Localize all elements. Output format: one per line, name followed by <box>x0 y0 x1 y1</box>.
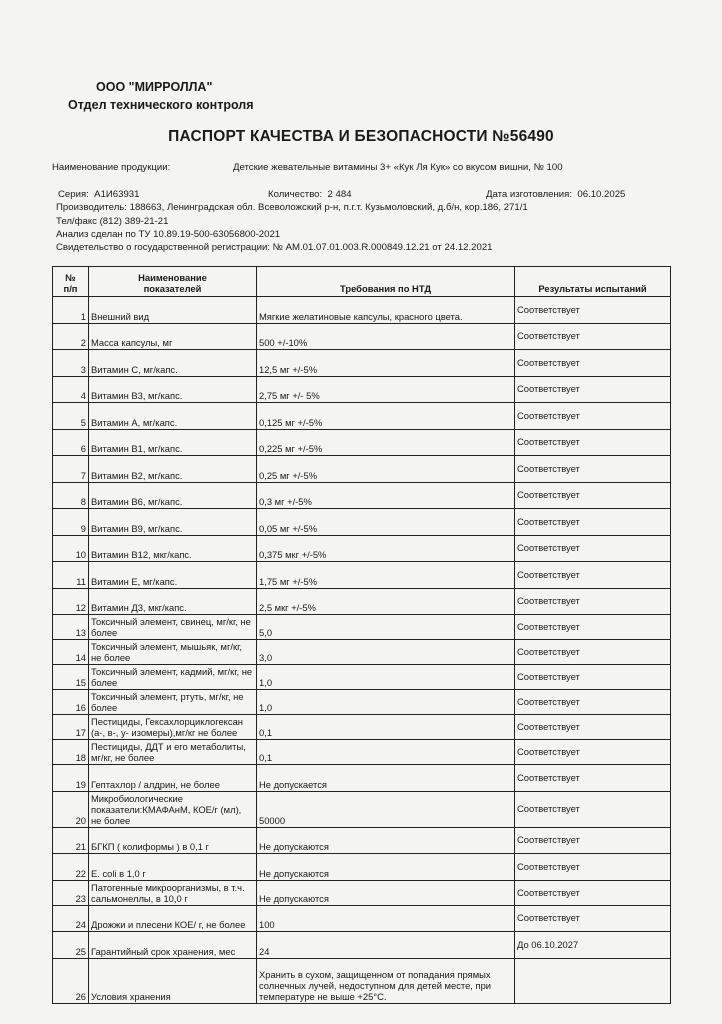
test-result: Соответствует <box>515 350 671 377</box>
indicator-name: Патогенные микроорганизмы, в т.ч. сальмонеллы, в 10,0 г <box>89 880 257 905</box>
row-number: 8 <box>53 482 89 509</box>
requirement-value: Не допускаются <box>257 880 515 905</box>
requirement-value: 0,05 мг +/-5% <box>257 509 515 536</box>
requirement-value: 2,75 мг +/- 5% <box>257 376 515 403</box>
test-result: Соответствует <box>515 509 671 536</box>
indicator-name: Токсичный элемент, кадмий, мг/кг, не более <box>89 665 257 690</box>
test-result <box>515 958 671 1003</box>
indicator-name: Витамин В9, мг/капс. <box>89 509 257 536</box>
indicator-name: E. coli в 1,0 г <box>89 854 257 881</box>
requirement-value: 0,1 <box>257 740 515 765</box>
indicator-name: Условия хранения <box>89 958 257 1003</box>
quantity-field <box>268 189 352 200</box>
table-row <box>53 665 671 690</box>
requirement-value: 3,0 <box>257 640 515 665</box>
requirement-value: Мягкие желатиновые капсулы, красного цвета. <box>257 297 515 324</box>
table-row <box>53 615 671 640</box>
requirement-value: 1,75 мг +/-5% <box>257 562 515 589</box>
table-row <box>53 827 671 854</box>
indicator-name: Токсичный элемент, ртуть, мг/кг, не более <box>89 690 257 715</box>
test-result: Соответствует <box>515 482 671 509</box>
test-result: Соответствует <box>515 456 671 483</box>
table-row <box>53 690 671 715</box>
test-result: Соответствует <box>515 740 671 765</box>
row-number: 19 <box>53 765 89 792</box>
row-number: 21 <box>53 827 89 854</box>
test-result: Соответствует <box>515 665 671 690</box>
table-row <box>53 350 671 377</box>
requirement-value: Не допускаются <box>257 854 515 881</box>
company-name: ООО "МИРРОЛЛА" <box>96 80 213 94</box>
manufacture-date-label: Дата изготовления: <box>486 189 573 200</box>
row-number: 3 <box>53 350 89 377</box>
requirement-value: 2,5 мкг +/-5% <box>257 588 515 615</box>
indicator-name: Витамин Е, мг/капс. <box>89 562 257 589</box>
table-row <box>53 880 671 905</box>
row-number: 14 <box>53 640 89 665</box>
table-row <box>53 323 671 350</box>
indicator-name: Масса капсулы, мг <box>89 323 257 350</box>
requirement-value: 12,5 мг +/-5% <box>257 350 515 377</box>
requirement-value: 0,3 мг +/-5% <box>257 482 515 509</box>
row-number: 1 <box>53 297 89 324</box>
manufacture-date-value: 06.10.2025 <box>577 189 626 200</box>
test-result: Соответствует <box>515 715 671 740</box>
requirement-value: 100 <box>257 905 515 932</box>
header-results: Результаты испытаний <box>515 267 671 297</box>
test-result: Соответствует <box>515 562 671 589</box>
test-result: Соответствует <box>515 588 671 615</box>
table-row <box>53 854 671 881</box>
table-row <box>53 456 671 483</box>
header-number: № п/п <box>53 267 89 297</box>
requirement-value: Не допускаются <box>257 827 515 854</box>
row-number: 20 <box>53 791 89 827</box>
table-row <box>53 905 671 932</box>
table-row <box>53 482 671 509</box>
table-header-row <box>53 267 671 297</box>
row-number: 23 <box>53 880 89 905</box>
requirement-value: 0,25 мг +/-5% <box>257 456 515 483</box>
indicator-name: Микробиологические показатели:КМАФАнМ, КОЕ/г (мл), не более <box>89 791 257 827</box>
row-number: 12 <box>53 588 89 615</box>
table-row <box>53 791 671 827</box>
test-result: Соответствует <box>515 323 671 350</box>
table-row <box>53 562 671 589</box>
row-number: 25 <box>53 932 89 959</box>
test-result: Соответствует <box>515 297 671 324</box>
table-row <box>53 765 671 792</box>
row-number: 16 <box>53 690 89 715</box>
test-result: Соответствует <box>515 640 671 665</box>
requirement-value: 1,0 <box>257 665 515 690</box>
test-result: Соответствует <box>515 690 671 715</box>
indicator-name: Витамин Д3, мкг/капс. <box>89 588 257 615</box>
product-name-label: Наименование продукции: <box>52 162 171 173</box>
row-number: 18 <box>53 740 89 765</box>
requirement-value: 500 +/-10% <box>257 323 515 350</box>
test-result: Соответствует <box>515 376 671 403</box>
series-field <box>58 189 139 200</box>
table-row <box>53 429 671 456</box>
indicator-name: Витамин А, мг/капс. <box>89 403 257 430</box>
row-number: 26 <box>53 958 89 1003</box>
manufacturer-line: Производитель: 188663, Ленинградская обл. Всеволожский р-н, п.г.т. Кузьмоловский, д.б/н, кор.186, 271/1 <box>56 202 528 213</box>
indicator-name: Токсичный элемент, мышьяк, мг/кг, не более <box>89 640 257 665</box>
analysis-line: Анализ сделан по ТУ 10.89.19-500-63056800-2021 <box>56 229 281 240</box>
requirement-value: 0,225 мг +/-5% <box>257 429 515 456</box>
row-number: 22 <box>53 854 89 881</box>
indicator-name: Пестициды, ДДТ и его метаболиты, мг/кг, не более <box>89 740 257 765</box>
table-row <box>53 740 671 765</box>
manufacture-date-field <box>486 189 625 200</box>
test-result: Соответствует <box>515 535 671 562</box>
indicator-name: Витамин В3, мг/капс. <box>89 376 257 403</box>
table-row <box>53 640 671 665</box>
row-number: 4 <box>53 376 89 403</box>
row-number: 7 <box>53 456 89 483</box>
table-row <box>53 958 671 1003</box>
department-name: Отдел технического контроля <box>68 98 254 112</box>
table-body <box>53 297 671 1004</box>
row-number: 17 <box>53 715 89 740</box>
table-row <box>53 297 671 324</box>
table-row <box>53 403 671 430</box>
indicator-name: Внешний вид <box>89 297 257 324</box>
product-name-value: Детские жевательные витамины 3+ «Кук Ля Кук» со вкусом вишни, № 100 <box>233 162 563 173</box>
quantity-value: 2 484 <box>327 189 352 200</box>
row-number: 15 <box>53 665 89 690</box>
test-result: Соответствует <box>515 765 671 792</box>
row-number: 10 <box>53 535 89 562</box>
indicator-name: БГКП ( колиформы ) в 0,1 г <box>89 827 257 854</box>
series-label: Серия: <box>58 189 89 200</box>
row-number: 2 <box>53 323 89 350</box>
quality-table <box>52 266 671 1004</box>
requirement-value: 24 <box>257 932 515 959</box>
indicator-name: Гептахлор / алдрин, не более <box>89 765 257 792</box>
header-requirements: Требования по НТД <box>257 267 515 297</box>
table-row <box>53 376 671 403</box>
table-row <box>53 535 671 562</box>
requirement-value: 5,0 <box>257 615 515 640</box>
requirement-value: 0,1 <box>257 715 515 740</box>
requirement-value: 50000 <box>257 791 515 827</box>
indicator-name: Дрожжи и плесени КОЕ/ г, не более <box>89 905 257 932</box>
certificate-line: Свидетельство о государственной регистрации: № AM.01.07.01.003.R.000849.12.21 от 24.12.2021 <box>56 242 493 253</box>
indicator-name: Витамин В2, мг/капс. <box>89 456 257 483</box>
test-result: Соответствует <box>515 880 671 905</box>
test-result: Соответствует <box>515 827 671 854</box>
indicator-name: Пестициды, Гексахлорциклогексан (а-, в-, у- изомеры),мг/кг не более <box>89 715 257 740</box>
test-result: Соответствует <box>515 905 671 932</box>
header-indicator: Наименование показателей <box>89 267 257 297</box>
test-result: Соответствует <box>515 791 671 827</box>
table-row <box>53 509 671 536</box>
table-row <box>53 715 671 740</box>
phone-line: Тел/факс (812) 389-21-21 <box>56 216 169 227</box>
row-number: 9 <box>53 509 89 536</box>
indicator-name: Витамин В6, мг/капс. <box>89 482 257 509</box>
requirement-value: 0,125 мг +/-5% <box>257 403 515 430</box>
requirement-value: 0,375 мкг +/-5% <box>257 535 515 562</box>
test-result: Соответствует <box>515 854 671 881</box>
row-number: 24 <box>53 905 89 932</box>
row-number: 13 <box>53 615 89 640</box>
indicator-name: Витамин С, мг/капс. <box>89 350 257 377</box>
test-result: Соответствует <box>515 429 671 456</box>
indicator-name: Витамин В1, мг/капс. <box>89 429 257 456</box>
requirement-value: Не допускается <box>257 765 515 792</box>
test-result: Соответствует <box>515 615 671 640</box>
series-value: А1И63931 <box>94 189 140 200</box>
table-row <box>53 588 671 615</box>
table-row <box>53 932 671 959</box>
document-title: ПАСПОРТ КАЧЕСТВА И БЕЗОПАСНОСТИ №56490 <box>168 128 554 145</box>
row-number: 5 <box>53 403 89 430</box>
test-result: Соответствует <box>515 403 671 430</box>
quantity-label: Количество: <box>268 189 323 200</box>
requirement-value: Хранить в сухом, защищенном от попадания прямых солнечных лучей, недоступном для детей месте, при температуре не выше +25°С. <box>257 958 515 1003</box>
requirement-value: 1,0 <box>257 690 515 715</box>
indicator-name: Токсичный элемент, свинец, мг/кг, не более <box>89 615 257 640</box>
row-number: 6 <box>53 429 89 456</box>
indicator-name: Витамин В12, мкг/капс. <box>89 535 257 562</box>
indicator-name: Гарантийный срок хранения, мес <box>89 932 257 959</box>
row-number: 11 <box>53 562 89 589</box>
test-result: До 06.10.2027 <box>515 932 671 959</box>
